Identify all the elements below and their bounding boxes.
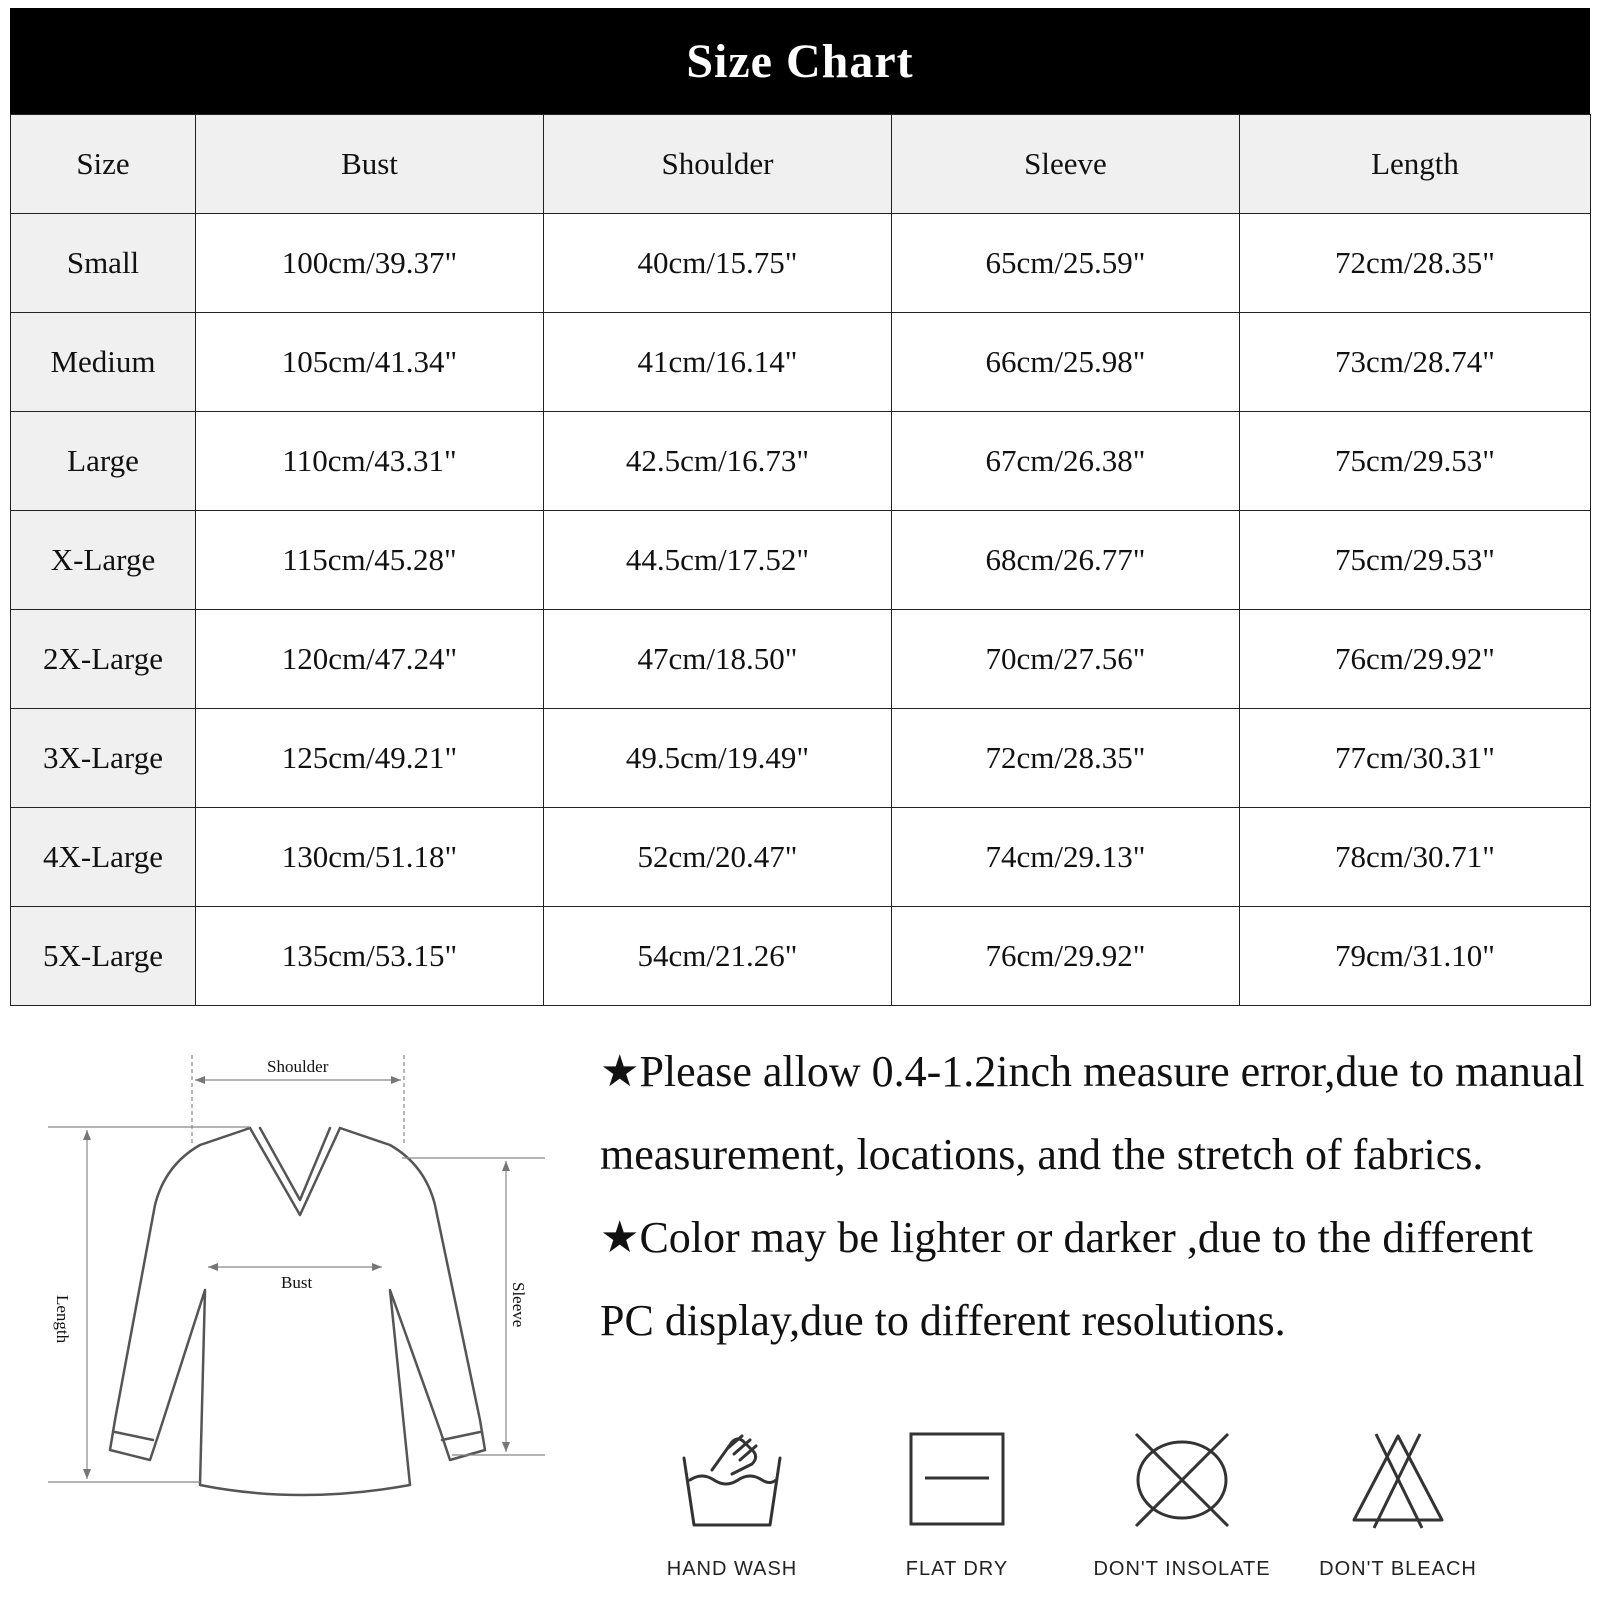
cell-sleeve: 72cm/28.35" <box>892 709 1240 808</box>
size-table <box>10 114 1591 1006</box>
diagram-label-length: Length <box>53 1295 72 1344</box>
cell-shoulder: 47cm/18.50" <box>544 610 892 709</box>
cell-size: Large <box>11 412 196 511</box>
care-label: DON'T BLEACH <box>1319 1558 1477 1580</box>
table-row <box>11 808 1591 907</box>
cell-sleeve: 76cm/29.92" <box>892 907 1240 1006</box>
cell-shoulder: 40cm/15.75" <box>544 214 892 313</box>
cell-length: 73cm/28.74" <box>1240 313 1591 412</box>
cell-bust: 115cm/45.28" <box>196 511 544 610</box>
care-item-flat-dry <box>857 1430 1057 1581</box>
cell-shoulder: 42.5cm/16.73" <box>544 412 892 511</box>
cell-length: 75cm/29.53" <box>1240 511 1591 610</box>
garment-measurement-diagram <box>40 1030 580 1550</box>
table-row <box>11 907 1591 1006</box>
table-row <box>11 511 1591 610</box>
cell-bust: 105cm/41.34" <box>196 313 544 412</box>
care-label: FLAT DRY <box>905 1558 1009 1580</box>
notes <box>600 1030 1585 1362</box>
cell-bust: 110cm/43.31" <box>196 412 544 511</box>
table-row <box>11 709 1591 808</box>
diagram-label-shoulder: Shoulder <box>267 1057 329 1076</box>
cell-sleeve: 68cm/26.77" <box>892 511 1240 610</box>
cell-sleeve: 70cm/27.56" <box>892 610 1240 709</box>
care-label: DON'T INSOLATE <box>1093 1558 1271 1580</box>
note-measure-error: ★Please allow 0.4-1.2inch measure error,due to manual measurement, locations, and the stretch of fabrics. <box>600 1047 1585 1179</box>
cell-length: 77cm/30.31" <box>1240 709 1591 808</box>
cell-shoulder: 49.5cm/19.49" <box>544 709 892 808</box>
table-header-row <box>11 115 1591 214</box>
cell-length: 78cm/30.71" <box>1240 808 1591 907</box>
cell-size: 4X-Large <box>11 808 196 907</box>
diagram-label-sleeve: Sleeve <box>509 1282 528 1328</box>
diagram-label-bust: Bust <box>281 1273 313 1292</box>
table-row <box>11 313 1591 412</box>
cell-bust: 100cm/39.37" <box>196 214 544 313</box>
cell-shoulder: 52cm/20.47" <box>544 808 892 907</box>
cell-bust: 130cm/51.18" <box>196 808 544 907</box>
cell-bust: 135cm/53.15" <box>196 907 544 1006</box>
cell-size: Small <box>11 214 196 313</box>
cell-length: 72cm/28.35" <box>1240 214 1591 313</box>
flat-dry-icon <box>897 1430 1017 1530</box>
hand-wash-icon <box>672 1430 792 1530</box>
title-bar <box>10 8 1590 114</box>
care-item-hand-wash <box>632 1430 832 1581</box>
cell-size: 3X-Large <box>11 709 196 808</box>
table-row <box>11 214 1591 313</box>
cell-sleeve: 65cm/25.59" <box>892 214 1240 313</box>
cell-bust: 120cm/47.24" <box>196 610 544 709</box>
header-sleeve: Sleeve <box>892 115 1240 214</box>
cell-size: X-Large <box>11 511 196 610</box>
header-shoulder: Shoulder <box>544 115 892 214</box>
cell-sleeve: 67cm/26.38" <box>892 412 1240 511</box>
cell-shoulder: 44.5cm/17.52" <box>544 511 892 610</box>
header-length: Length <box>1240 115 1591 214</box>
page-title: Size Chart <box>686 34 914 88</box>
cell-length: 75cm/29.53" <box>1240 412 1591 511</box>
care-item-dont-bleach <box>1298 1430 1498 1581</box>
cell-size: 2X-Large <box>11 610 196 709</box>
cell-bust: 125cm/49.21" <box>196 709 544 808</box>
table-row <box>11 610 1591 709</box>
care-item-dont-insolate <box>1082 1430 1282 1581</box>
cell-sleeve: 74cm/29.13" <box>892 808 1240 907</box>
cell-size: 5X-Large <box>11 907 196 1006</box>
cell-length: 79cm/31.10" <box>1240 907 1591 1006</box>
cell-sleeve: 66cm/25.98" <box>892 313 1240 412</box>
note-color-display: ★Color may be lighter or darker ,due to the different PC display,due to different resolutions. <box>600 1213 1534 1345</box>
care-label: HAND WASH <box>666 1558 798 1580</box>
dont-bleach-icon <box>1338 1430 1458 1530</box>
cell-size: Medium <box>11 313 196 412</box>
table-row <box>11 412 1591 511</box>
dont-insolate-icon <box>1122 1430 1242 1530</box>
cell-shoulder: 54cm/21.26" <box>544 907 892 1006</box>
cell-shoulder: 41cm/16.14" <box>544 313 892 412</box>
cell-length: 76cm/29.92" <box>1240 610 1591 709</box>
header-size: Size <box>11 115 196 214</box>
header-bust: Bust <box>196 115 544 214</box>
